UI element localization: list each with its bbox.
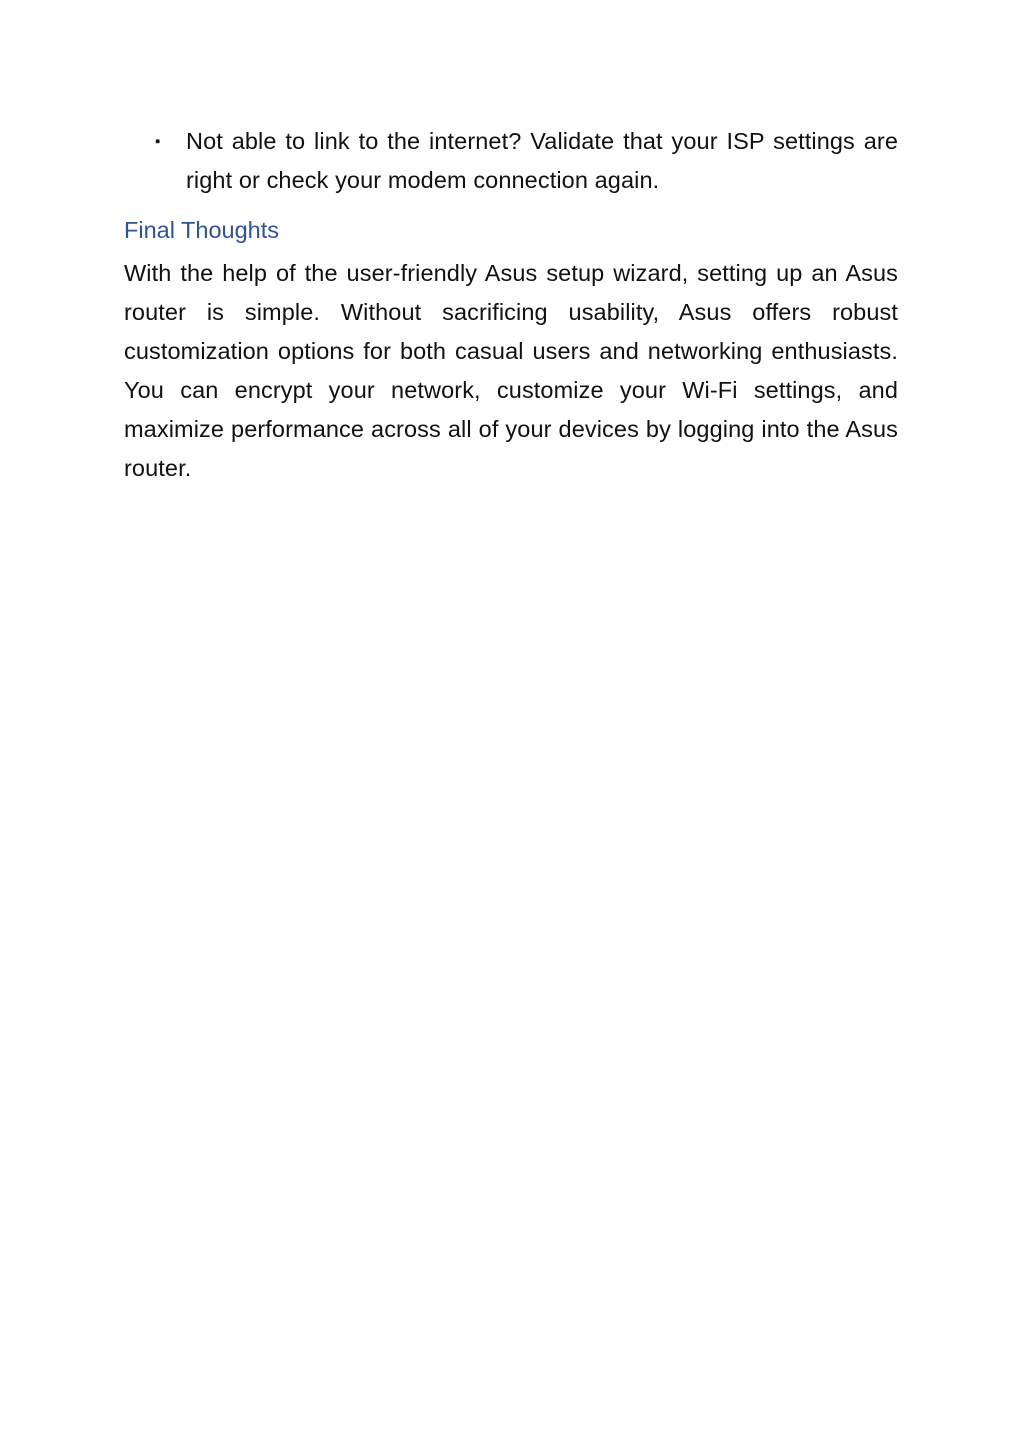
section-heading: Final Thoughts — [124, 217, 280, 243]
list-item — [124, 122, 898, 200]
section-paragraph: With the help of the user-friendly Asus setup wizard, setting up an Asus router is simple. Without sacrificing usability, Asus offers robust customization options for both casual users and networking enthusiasts. You can encrypt your network, customize your Wi-Fi settings, and maximize performance across all of your devices by logging into the Asus router. — [124, 260, 898, 481]
bullet-list — [124, 122, 898, 200]
page-content — [124, 122, 898, 488]
bullet-text: Not able to link to the internet? Validate that your ISP settings are right or check your modem connection again. — [186, 128, 898, 193]
square-bullet-icon: ▪ — [155, 133, 161, 150]
